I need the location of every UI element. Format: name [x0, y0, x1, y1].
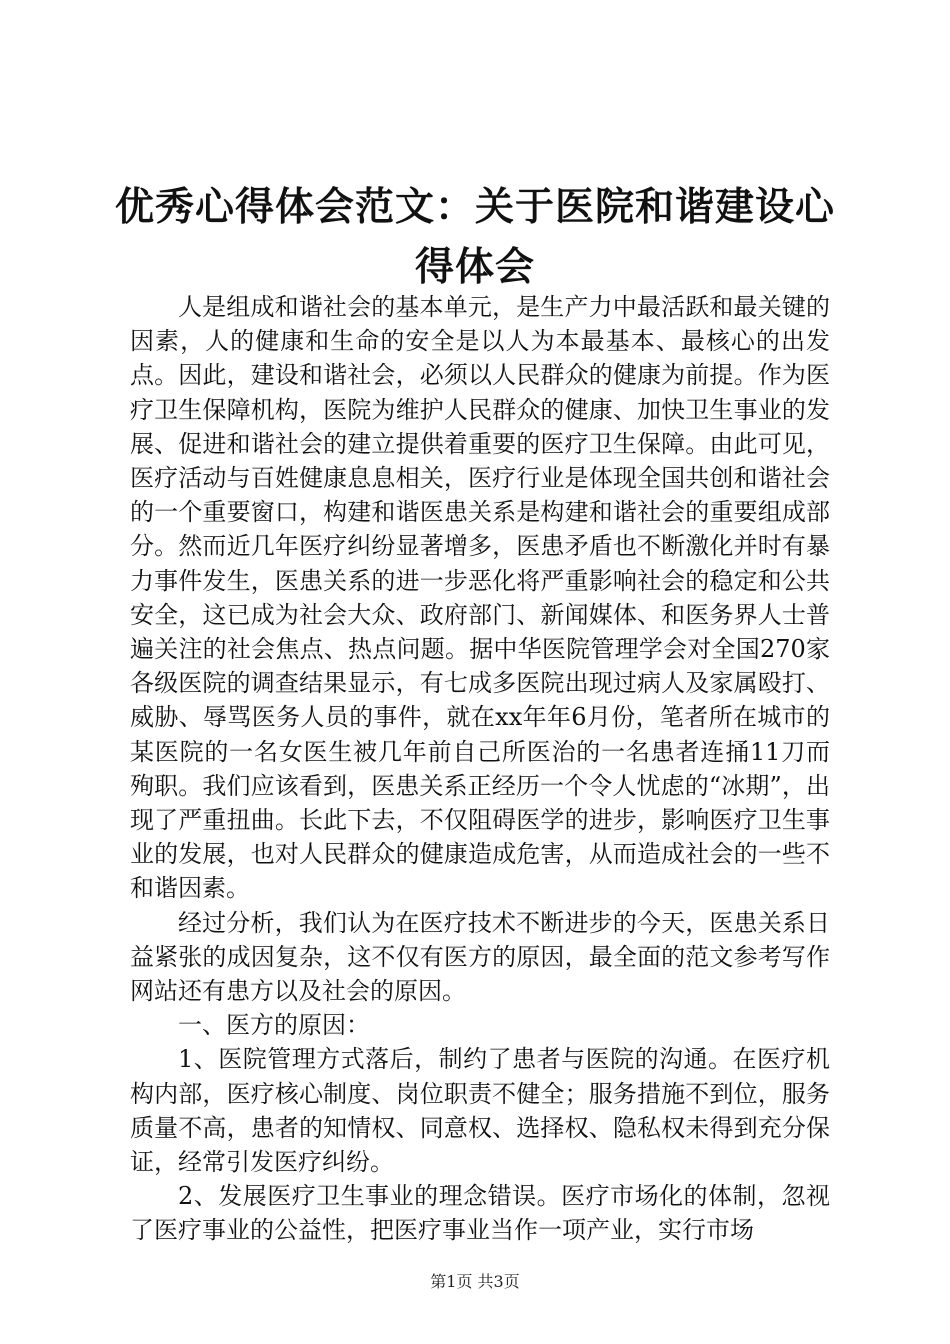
- document-title: 优秀心得体会范文：关于医院和谐建设心得体会: [114, 185, 835, 290]
- paragraph: 人是组成和谐社会的基本单元，是生产力中最活跃和最关键的因素，人的健康和生命的安全是以人为本最基本、最核心的出发点。因此，建设和谐社会，必须以人民群众的健康为前提。作为医疗卫生保障机构，医院为维护人民群众的健康、加快卫生事业的发展、促进和谐社会的建立提供着重要的医疗卫生保障。由此可见，医疗活动与百姓健康息息相关，医疗行业是体现全国共创和谐社会的一个重要窗口，构建和谐医患关系是构建和谐社会的重要组成部分。然而近几年医疗纠纷显著增多，医患矛盾也不断激化并时有暴力事件发生，医患关系的进一步恶化将严重影响社会的稳定和公共安全，这已成为社会大众、政府部门、新闻媒体、和医务界人士普遍关注的社会焦点、热点问题。据中华医院管理学会对全国270家各级医院的调查结果显示，有七成多医院出现过病人及家属殴打、威胁、辱骂医务人员的事件，就在xx年年6月份，笔者所在城市的某医院的一名女医生被几年前自己所医治的一名患者连捅11刀而殉职。我们应该看到，医患关系正经历一个令人忧虑的“冰期”，出现了严重扭曲。长此下去，不仅阻碍医学的进步，影响医疗卫生事业的发展，也对人民群众的健康造成危害，从而造成社会的一些不和谐因素。: [130, 293, 830, 903]
- document-body: [130, 290, 830, 1248]
- paragraph: 经过分析，我们认为在医疗技术不断进步的今天，医患关系日益紧张的成因复杂，这不仅有医方的原因，最全面的范文参考写作网站还有患方以及社会的原因。: [130, 908, 830, 1006]
- paragraph: 1、医院管理方式落后，制约了患者与医院的沟通。在医疗机构内部，医疗核心制度、岗位职责不健全；服务措施不到位，服务质量不高，患者的知情权、同意权、选择权、隐私权未得到充分保证，经常引发医疗纠纷。: [130, 1045, 830, 1177]
- paragraph: 2、发展医疗卫生事业的理念错误。医疗市场化的体制，忽视了医疗事业的公益性，把医疗事业当作一项产业，实行市场: [130, 1182, 830, 1245]
- page-footer: 第1页 共3页: [430, 1272, 520, 1291]
- section-heading: 一、医方的原因：: [178, 1011, 370, 1040]
